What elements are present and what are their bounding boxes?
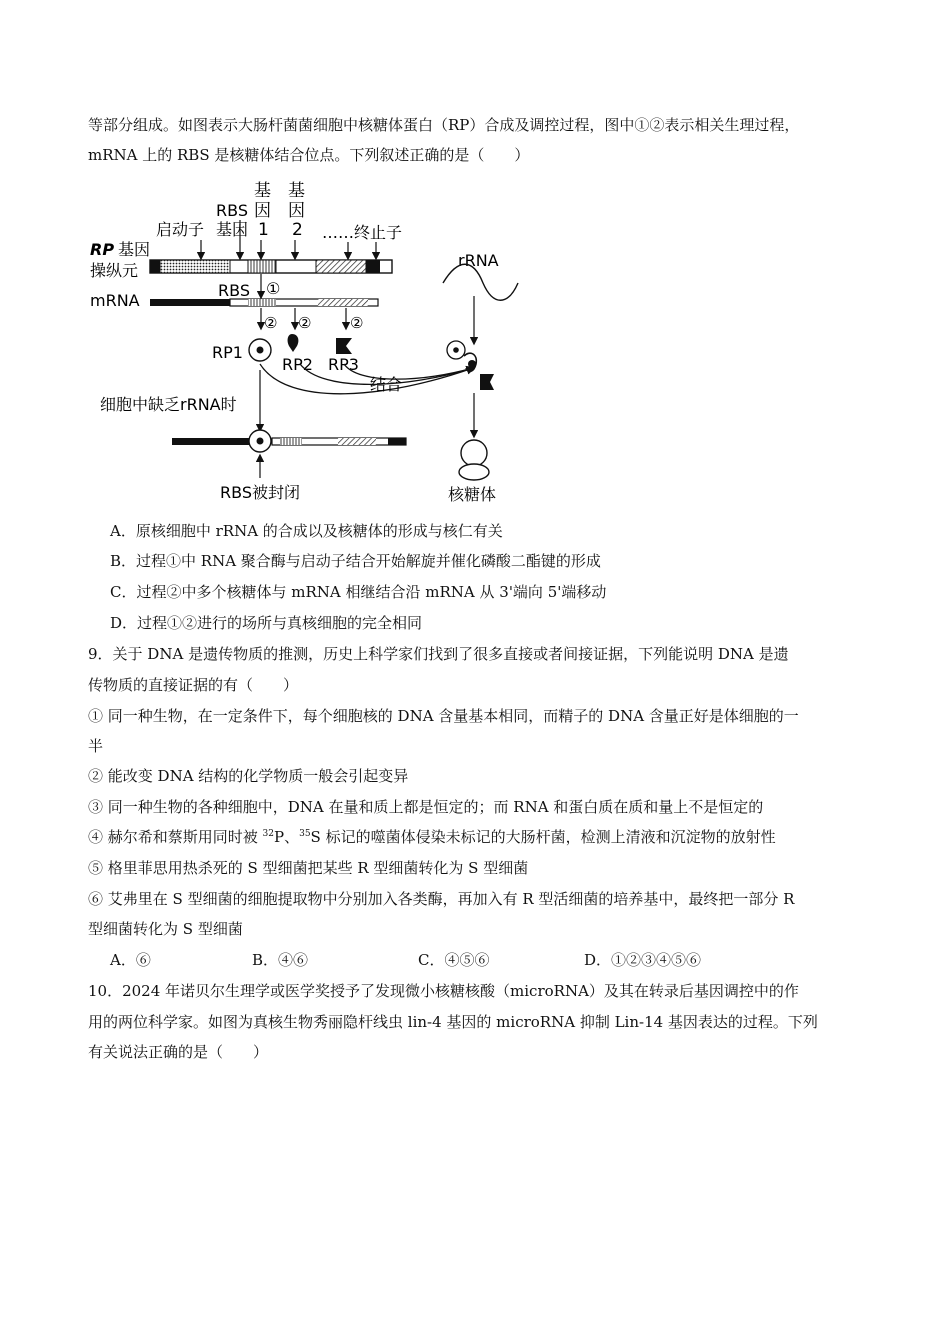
q8-stem-line1: 等部分组成。如图表示大肠杆菌菌细胞中核糖体蛋白（RP）合成及调控过程，图中①②表示相关生理过程， [88, 116, 800, 134]
fig-operon-line2: 操纵元 [90, 261, 139, 280]
mrna-bar [150, 299, 378, 306]
fig-promoter: 启动子 [156, 220, 205, 239]
q9-option-d: D．①②③④⑤⑥ [584, 951, 702, 969]
q9-statement-5: ⑤ 格里菲思用热杀死的 S 型细菌把某些 R 型细菌转化为 S 型细菌 [88, 859, 529, 877]
q9-stem-line1: 9．关于 DNA 是遗传物质的推测，历史上科学家们找到了很多直接或者间接证据，下列能说明 DNA 是遗 [88, 645, 789, 663]
rp2-protein [288, 334, 299, 352]
fig-rp2: RP2 [282, 355, 313, 374]
fig-circle2-a: ② [264, 314, 278, 332]
rp-regulation-diagram [88, 178, 528, 508]
fig-operon-rest: 基因 [118, 240, 151, 259]
q8-option-d: D．过程①②进行的场所与真核细胞的完全相同 [110, 614, 423, 632]
q9-statement-1b: 半 [88, 737, 104, 755]
fig-rp1: RP1 [212, 343, 243, 362]
q8-option-a: A．原核细胞中 rRNA 的合成以及核糖体的形成与核仁有关 [110, 522, 503, 540]
q9-statement-6a: ⑥ 艾弗里在 S 型细菌的细胞提取物中分别加入各类酶，再加入有 R 型活细菌的培养基中，最终把一部分 R [88, 890, 795, 908]
q8-option-c: C．过程②中多个核糖体与 mRNA 相继结合沿 mRNA 从 3'端向 5'端移动 [110, 583, 607, 601]
fig-circle2-c: ② [350, 314, 364, 332]
fig-gene-label-2a: 基 [288, 181, 305, 201]
q10-stem-line2: 用的两位科学家。如图为真核生物秀丽隐杆线虫 lin-4 基因的 microRNA 抑制 Lin-14 基因表达的过程。下列 [88, 1013, 818, 1031]
ribosome-shape [459, 440, 489, 480]
rp3-protein [336, 338, 352, 354]
fig-circle1: ① [266, 279, 281, 298]
q8-option-b: B．过程①中 RNA 聚合酶与启动子结合开始解旋并催化磷酸二酯键的形成 [110, 552, 601, 570]
q10-stem-line3: 有关说法正确的是（ ） [88, 1043, 269, 1061]
fig-gene-word: 基因 [216, 220, 249, 239]
ribosome-assembly-complex [447, 341, 494, 390]
q9-option-b: B．④⑥ [252, 951, 309, 969]
fig-lack-rrna: 细胞中缺乏rRNA时 [100, 395, 237, 414]
q9-option-a: A．⑥ [110, 951, 151, 969]
fig-gene2-num: 2 [292, 220, 303, 240]
fig-ribosome-label: 核糖体 [448, 485, 497, 504]
fig-bind: 结合 [370, 375, 403, 394]
q8-stem-line2: mRNA 上的 RBS 是核糖体结合位点。下列叙述正确的是（ ） [88, 146, 530, 164]
fig-rp3: RP3 [328, 355, 359, 374]
q10-stem-line1: 10．2024 年诺贝尔生理学或医学奖授予了发现微小核糖核酸（microRNA）及其在转录后基因调控中的作 [88, 982, 799, 1000]
q9-statement-1a: ① 同一种生物，在一定条件下，每个细胞核的 DNA 含量基本相同，而精子的 DNA 含量正好是体细胞的一 [88, 707, 799, 725]
q9-stem-line2: 传物质的直接证据的有（ ） [88, 676, 299, 694]
fig-rrna-label: rRNA [458, 251, 499, 270]
q9-statement-4: ④ 赫尔希和蔡斯用同时被 $^{32}$P、$^{35}$S 标记的噬菌体侵染未标记的大肠杆菌，检测上清液和沉淀物的放射性 [88, 828, 776, 846]
fig-rbs-mid: RBS [218, 281, 250, 300]
fig-gene-label-2b: 因 [288, 201, 305, 221]
fig-gene-label-1b: 因 [254, 201, 271, 221]
fig-circle2-b: ② [298, 314, 312, 332]
fig-rbs-closed: RBS被封闭 [220, 483, 300, 502]
q9-statement-6b: 型细菌转化为 S 型细菌 [88, 920, 243, 938]
fig-mrna-label: mRNA [90, 291, 140, 310]
q9-statement-2: ② 能改变 DNA 结构的化学物质一般会引起变异 [88, 767, 409, 785]
fig-gene-label-1a: 基 [254, 181, 271, 201]
q9-option-c: C．④⑤⑥ [418, 951, 490, 969]
fig-rbs-top: RBS [216, 201, 248, 220]
fig-operon-rp: RP [90, 240, 115, 259]
fig-gene1-num: 1 [258, 220, 269, 240]
blocked-mrna-bar [172, 430, 406, 452]
operon-dna-bar [150, 260, 392, 273]
fig-dots-terminator: ……终止子 [322, 223, 403, 242]
q9-statement-3: ③ 同一种生物的各种细胞中，DNA 在量和质上都是恒定的；而 RNA 和蛋白质在质和量上不是恒定的 [88, 798, 764, 816]
